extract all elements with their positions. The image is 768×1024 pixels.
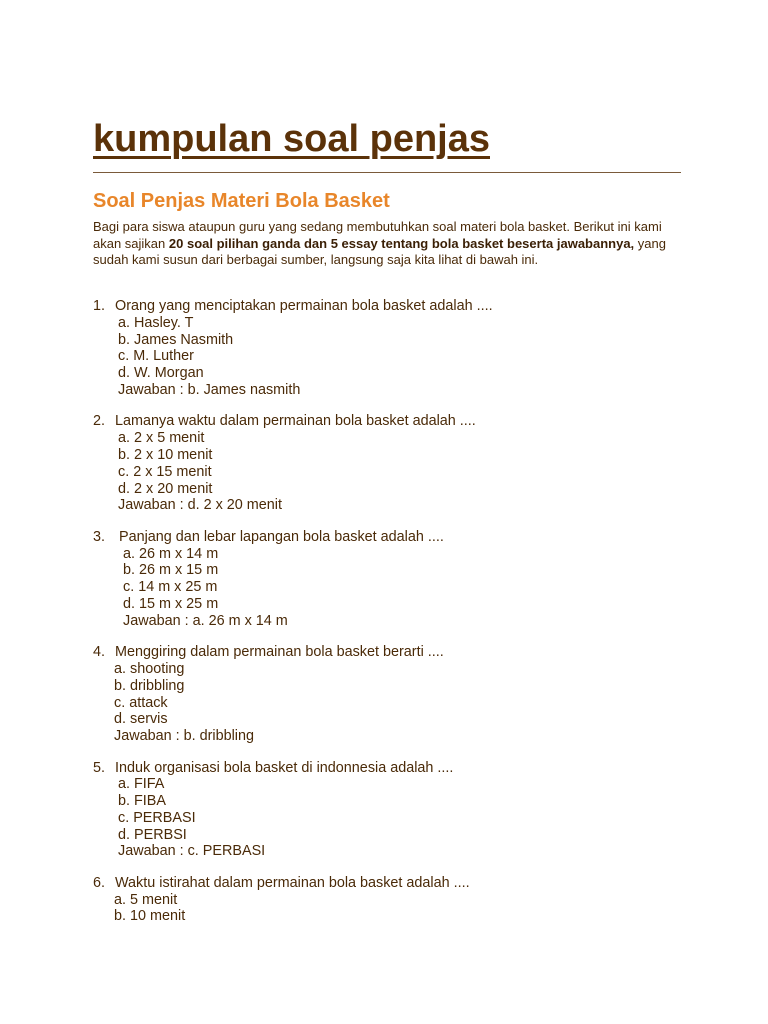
option-d: d. 2 x 20 menit (118, 480, 213, 497)
question-options (93, 430, 713, 514)
question-number: 2. (93, 413, 106, 430)
option-b: b. FIBA (118, 793, 166, 810)
question-text (93, 760, 713, 777)
option-d: d. PERBSI (118, 826, 187, 843)
document-title: kumpulan soal penjas (93, 118, 490, 160)
option-c: c. 14 m x 25 m (123, 579, 218, 596)
option-a: a. Hasley. T (118, 314, 194, 331)
option-c: c. M. Luther (118, 348, 194, 365)
question-number: 1. (93, 298, 106, 314)
question-label: Induk organisasi bola basket di indonnesia adalah .... (115, 759, 454, 776)
question-options (93, 661, 713, 745)
answer-line: Jawaban : b. James nasmith (118, 381, 301, 398)
question-label: Menggiring dalam permainan bola basket berarti .... (115, 644, 444, 661)
option-c: c. 2 x 15 menit (118, 463, 212, 480)
question-text (93, 413, 713, 430)
question-2 (93, 413, 713, 514)
option-b: b. 10 menit (114, 908, 186, 925)
question-1 (93, 298, 713, 399)
question-text (93, 298, 713, 315)
option-a: a. FIFA (118, 776, 165, 793)
question-list (93, 298, 713, 940)
question-4 (93, 644, 713, 745)
option-a: a. 2 x 5 menit (118, 430, 205, 447)
question-options (93, 892, 713, 926)
question-text (93, 529, 713, 546)
question-5 (93, 760, 713, 861)
option-d: d. servis (114, 711, 168, 728)
question-options (93, 776, 713, 860)
question-label: Panjang dan lebar lapangan bola basket adalah .... (115, 528, 444, 545)
option-a: a. 26 m x 14 m (123, 545, 219, 562)
option-a: a. shooting (114, 660, 185, 677)
option-b: b. 26 m x 15 m (123, 562, 219, 579)
intro-text-bold: 20 soal pilihan ganda dan 5 essay tentang bola basket beserta jawabannya, (168, 235, 635, 251)
question-label: Lamanya waktu dalam permainan bola basket adalah .... (115, 413, 476, 430)
intro-paragraph (93, 219, 693, 269)
option-c: c. PERBASI (118, 809, 196, 826)
option-c: c. attack (114, 694, 168, 711)
question-number: 5. (93, 759, 106, 776)
option-d: d. 15 m x 25 m (123, 595, 219, 612)
intro-text-end: yang sudah kami susun dari berbagai sumber, langsung saja kita lihat di bawah ini. (93, 235, 666, 267)
title-divider (93, 172, 681, 173)
question-options (93, 546, 713, 630)
option-b: b. 2 x 10 menit (118, 446, 213, 463)
option-b: b. dribbling (114, 677, 185, 694)
question-6 (93, 875, 713, 925)
question-options (93, 315, 713, 399)
question-text (93, 644, 713, 661)
option-b: b. James Nasmith (118, 331, 234, 348)
question-3 (93, 529, 713, 630)
option-a: a. 5 menit (114, 891, 178, 908)
option-d: d. W. Morgan (118, 365, 204, 382)
question-label: Orang yang menciptakan permainan bola basket adalah .... (115, 298, 493, 314)
question-number: 6. (93, 874, 106, 891)
answer-line: Jawaban : a. 26 m x 14 m (123, 612, 288, 629)
section-subtitle: Soal Penjas Materi Bola Basket (93, 190, 390, 212)
question-label: Waktu istirahat dalam permainan bola basket adalah .... (115, 874, 470, 891)
question-number: 3. (93, 528, 106, 545)
question-number: 4. (93, 644, 106, 661)
intro-text-start: Bagi para siswa ataupun guru yang sedang membutuhkan soal materi bola basket. Berikut ini kami akan sajikan (93, 219, 662, 251)
answer-line: Jawaban : d. 2 x 20 menit (118, 497, 282, 514)
answer-line: Jawaban : c. PERBASI (118, 843, 266, 860)
question-text (93, 875, 713, 892)
answer-line: Jawaban : b. dribbling (114, 728, 254, 745)
